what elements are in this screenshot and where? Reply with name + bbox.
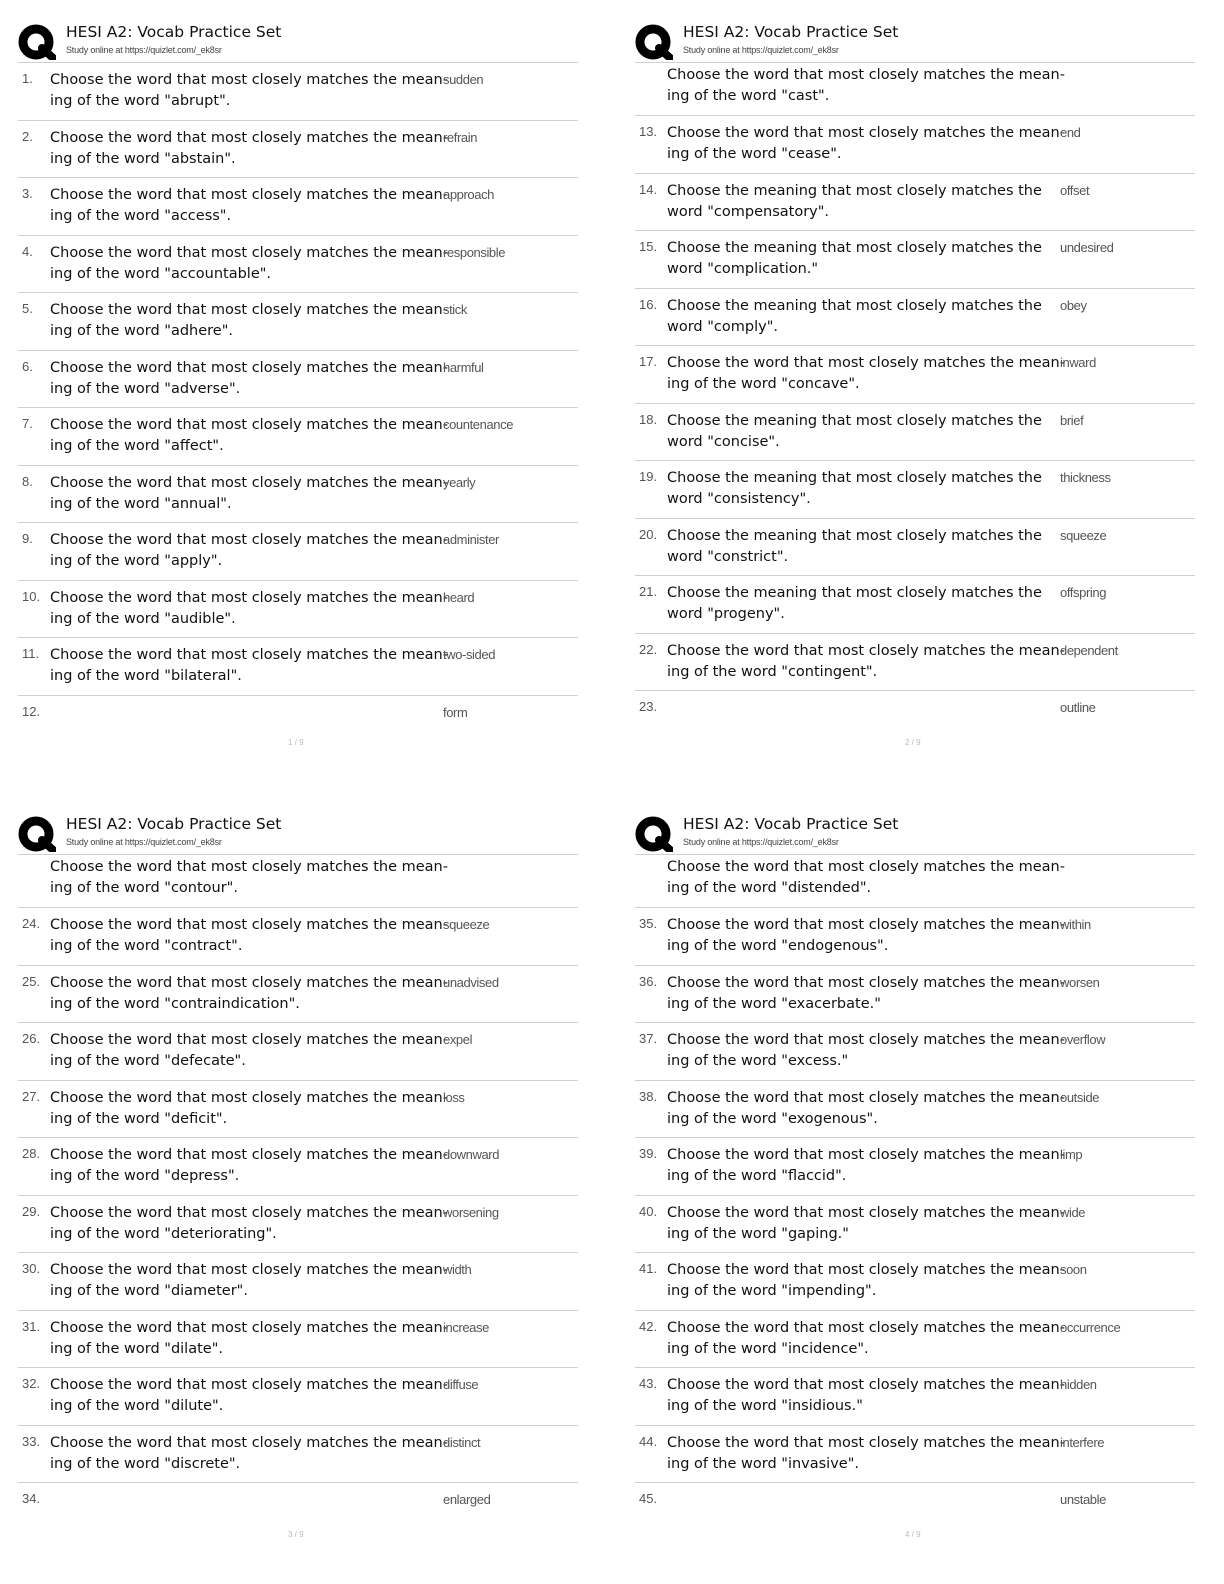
answer-text: squeeze	[1060, 527, 1107, 543]
answer-text: end	[1060, 125, 1081, 140]
flashcard-row	[635, 966, 1195, 1024]
question-number: 45.	[639, 1491, 658, 1506]
question-line: ing of the word "access".	[50, 208, 232, 224]
question-text	[667, 583, 1067, 625]
question-line: ing of the word "adhere".	[50, 323, 233, 339]
flashcard-row	[18, 178, 578, 236]
flashcard-row	[18, 63, 578, 121]
flashcard-row	[18, 351, 578, 409]
answer-text: enlarged	[443, 1492, 491, 1507]
question-line: Choose the word that most closely matches the mean-	[667, 859, 1065, 875]
flashcard-row	[635, 1253, 1195, 1311]
page-header	[18, 20, 598, 62]
question-text	[667, 1088, 1067, 1130]
question-line: Choose the word that most closely matches the mean-	[50, 187, 448, 203]
question-line: Choose the word that most closely matches the mean-	[50, 1089, 448, 1106]
answer-text: thickness	[1060, 470, 1111, 485]
answer-text: form	[443, 704, 468, 720]
flashcard-list	[18, 854, 578, 1523]
flashcard-list	[635, 854, 1195, 1523]
question-number: 42.	[639, 1318, 658, 1334]
question-line: ing of the word "cease".	[667, 146, 842, 162]
question-line: Choose the word that most closely matches the mean-	[50, 589, 448, 606]
question-line: ing of the word "diameter".	[50, 1283, 248, 1299]
question-text	[667, 296, 1067, 338]
answer-text: width	[443, 1262, 472, 1277]
question-line: ing of the word "adverse".	[50, 380, 241, 397]
question-number: 7.	[22, 416, 33, 431]
answer-text: countenance	[443, 417, 514, 432]
question-text	[50, 857, 450, 899]
page-4	[635, 812, 1215, 1572]
flashcard-continuation	[635, 63, 1195, 116]
question-line: Choose the word that most closely matches the mean-	[667, 1319, 1065, 1336]
answer-text: undesired	[1060, 240, 1114, 255]
answer-text: brief	[1060, 412, 1084, 428]
question-line: ing of the word "gaping."	[667, 1225, 849, 1242]
page-title: HESI A2: Vocab Practice Set	[66, 815, 282, 833]
question-line: word "consistency".	[667, 491, 811, 507]
question-number: 3.	[22, 186, 33, 201]
question-line: Choose the word that most closely matches the mean-	[50, 1377, 448, 1393]
question-number: 41.	[639, 1261, 658, 1276]
study-link[interactable]: Study online at https://quizlet.com/_ek8sr	[683, 45, 839, 55]
question-line: Choose the word that most closely matches the mean-	[667, 1434, 1065, 1451]
page-title: HESI A2: Vocab Practice Set	[683, 815, 899, 833]
question-line: ing of the word "annual".	[50, 495, 232, 512]
question-text	[667, 65, 1067, 107]
question-number: 43.	[639, 1376, 658, 1391]
question-line: Choose the word that most closely matches the mean-	[667, 1204, 1065, 1221]
flashcard-row	[635, 404, 1195, 462]
flashcard-row	[18, 638, 578, 696]
question-line: Choose the word that most closely matches the mean-	[50, 1032, 448, 1048]
question-number: 18.	[639, 411, 658, 427]
answer-text: squeeze	[443, 917, 490, 932]
question-line: ing of the word "depress".	[50, 1168, 240, 1184]
page-number: 3 / 9	[288, 1530, 304, 1539]
question-number: 5.	[22, 301, 33, 316]
flashcard-row	[635, 1081, 1195, 1139]
question-line: ing of the word "dilute".	[50, 1398, 224, 1414]
question-line: Choose the word that most closely matches the mean-	[667, 67, 1065, 83]
answer-text: outside	[1060, 1089, 1100, 1105]
question-line: Choose the word that most closely matches the mean-	[667, 917, 1065, 933]
page-number: 2 / 9	[905, 738, 921, 747]
question-text	[667, 526, 1067, 568]
page-2	[635, 20, 1215, 780]
flashcard-continuation	[18, 855, 578, 908]
question-text	[667, 915, 1067, 957]
question-line: Choose the word that most closely matches the mean-	[50, 532, 448, 548]
flashcard-row	[635, 1023, 1195, 1081]
question-number: 23.	[639, 699, 658, 714]
question-line: Choose the meaning that most closely matches the	[667, 182, 1042, 199]
question-number: 27.	[22, 1088, 41, 1104]
question-line: ing of the word "insidious."	[667, 1398, 863, 1414]
question-line: Choose the word that most closely matches the mean-	[50, 1262, 448, 1278]
page-1	[18, 20, 598, 780]
flashcard-row	[18, 293, 578, 351]
question-line: ing of the word "contract".	[50, 938, 243, 954]
flashcard-row	[635, 174, 1195, 232]
question-number: 35.	[639, 916, 658, 931]
question-text	[667, 641, 1067, 683]
question-line: Choose the meaning that most closely matches the	[667, 240, 1042, 256]
flashcard-list	[635, 62, 1195, 731]
flashcard-row	[18, 408, 578, 466]
question-text	[50, 1030, 450, 1072]
question-line: ing of the word "contingent".	[667, 663, 878, 680]
question-line: Choose the word that most closely matches the mean-	[667, 1262, 1065, 1278]
question-line: ing of the word "exogenous".	[667, 1110, 878, 1127]
question-number: 19.	[639, 469, 658, 484]
question-line: word "complication."	[667, 261, 819, 277]
flashcard-row	[635, 1426, 1195, 1484]
question-line: word "constrict".	[667, 548, 789, 565]
question-line: Choose the word that most closely matches the mean-	[50, 302, 448, 318]
answer-text: limp	[1060, 1147, 1083, 1162]
flashcard-row	[18, 466, 578, 524]
question-line: ing of the word "concave".	[667, 376, 860, 392]
flashcard-row	[18, 1368, 578, 1426]
question-line: Choose the word that most closely matches the mean-	[50, 917, 448, 933]
question-line: ing of the word "abrupt".	[50, 93, 231, 109]
answer-text: worsening	[443, 1204, 499, 1220]
answer-text: expel	[443, 1032, 473, 1047]
question-number: 31.	[22, 1318, 41, 1334]
question-line: ing of the word "deficit".	[50, 1110, 228, 1127]
question-text	[667, 468, 1067, 510]
answer-text: offset	[1060, 182, 1090, 198]
answer-text: obey	[1060, 297, 1087, 313]
question-line: Choose the meaning that most closely matches the	[667, 470, 1042, 486]
question-text	[667, 181, 1067, 223]
answer-text: increase	[443, 1319, 489, 1335]
page-title: HESI A2: Vocab Practice Set	[683, 23, 899, 41]
question-number: 34.	[22, 1491, 41, 1506]
flashcard-row	[635, 461, 1195, 519]
question-line: Choose the word that most closely matches the mean-	[667, 974, 1065, 991]
flashcard-row	[635, 116, 1195, 174]
page-header	[18, 812, 598, 854]
question-number: 6.	[22, 358, 33, 374]
question-line: Choose the word that most closely matches the mean-	[667, 1089, 1065, 1106]
flashcard-row	[18, 1311, 578, 1369]
question-line: Choose the word that most closely matches the mean-	[50, 417, 448, 433]
flashcard-row	[18, 523, 578, 581]
question-number: 14.	[639, 181, 658, 197]
question-line: Choose the word that most closely matches the mean-	[50, 647, 448, 663]
question-text	[50, 1318, 450, 1360]
question-line: Choose the word that most closely matches the mean-	[667, 1377, 1065, 1393]
question-text	[50, 1260, 450, 1302]
answer-text: loss	[443, 1089, 465, 1105]
answer-text: sudden	[443, 72, 484, 87]
question-line: Choose the word that most closely matches the mean-	[50, 244, 448, 261]
flashcard-row	[18, 1023, 578, 1081]
question-number: 4.	[22, 243, 33, 259]
question-line: Choose the word that most closely matches the mean-	[50, 129, 448, 146]
study-link[interactable]: Study online at https://quizlet.com/_ek8sr	[683, 837, 839, 847]
flashcard-row	[18, 1081, 578, 1139]
flashcard-row	[18, 966, 578, 1024]
question-number: 8.	[22, 473, 33, 489]
question-text	[667, 411, 1067, 453]
question-line: word "compensatory".	[667, 203, 830, 220]
answer-text: hidden	[1060, 1377, 1097, 1392]
question-line: ing of the word "discrete".	[50, 1455, 241, 1472]
answer-text: inward	[1060, 355, 1096, 370]
flashcard-row	[18, 1196, 578, 1254]
page-header	[635, 812, 1215, 854]
question-line: ing of the word "flaccid".	[667, 1168, 847, 1184]
question-line: Choose the word that most closely matches the mean-	[50, 1434, 448, 1451]
question-text	[50, 1088, 450, 1130]
question-number: 38.	[639, 1088, 658, 1104]
page-3	[18, 812, 598, 1572]
flashcard-row	[635, 908, 1195, 966]
question-line: Choose the word that most closely matches the mean-	[50, 974, 448, 991]
question-number: 40.	[639, 1203, 658, 1219]
question-number: 24.	[22, 916, 41, 931]
question-line: ing of the word "endogenous".	[667, 938, 889, 954]
question-text	[667, 353, 1067, 395]
flashcard-row	[635, 576, 1195, 634]
flashcard-continuation	[635, 855, 1195, 908]
question-line: ing of the word "abstain".	[50, 150, 236, 167]
question-number: 17.	[639, 354, 658, 369]
question-text	[50, 645, 450, 687]
study-link[interactable]: Study online at https://quizlet.com/_ek8sr	[66, 837, 222, 847]
answer-text: worsen	[1060, 974, 1100, 990]
answer-text: occurrence	[1060, 1319, 1121, 1335]
question-number: 11.	[22, 646, 40, 661]
question-text	[667, 973, 1067, 1015]
flashcard-row	[18, 1426, 578, 1484]
question-text	[50, 1375, 450, 1417]
answer-text: interfere	[1060, 1434, 1105, 1450]
question-line: Choose the meaning that most closely matches the	[667, 527, 1042, 544]
question-text	[667, 1030, 1067, 1072]
question-line: ing of the word "incidence".	[667, 1340, 869, 1357]
question-line: Choose the word that most closely matches the mean-	[667, 1032, 1065, 1048]
question-text	[50, 1145, 450, 1187]
question-line: ing of the word "apply".	[50, 553, 223, 569]
question-line: Choose the word that most closely matches the mean-	[50, 1319, 448, 1336]
page-title: HESI A2: Vocab Practice Set	[66, 23, 282, 41]
question-text	[667, 123, 1067, 165]
flashcard-row-partial	[18, 696, 578, 736]
flashcard-row	[635, 1138, 1195, 1196]
question-text	[667, 1318, 1067, 1360]
question-line: ing of the word "contour".	[50, 880, 238, 896]
question-line: Choose the word that most closely matches the mean-	[667, 1147, 1065, 1163]
answer-text: dependent	[1060, 642, 1118, 658]
question-line: Choose the word that most closely matches the mean-	[667, 125, 1065, 141]
answer-text: offspring	[1060, 585, 1107, 600]
question-number: 21.	[639, 584, 658, 599]
flashcard-row	[18, 1138, 578, 1196]
question-text	[50, 415, 450, 457]
flashcard-row	[635, 1196, 1195, 1254]
question-line: ing of the word "audible".	[50, 610, 236, 627]
question-text	[50, 915, 450, 957]
question-line: ing of the word "excess."	[667, 1053, 849, 1069]
answer-text: unstable	[1060, 1492, 1106, 1507]
question-line: Choose the word that most closely matches the mean-	[50, 72, 448, 88]
answer-text: distinct	[443, 1434, 481, 1450]
study-link[interactable]: Study online at https://quizlet.com/_ek8sr	[66, 45, 222, 55]
question-number: 32.	[22, 1376, 41, 1391]
question-line: word "comply".	[667, 318, 778, 335]
question-text	[50, 530, 450, 572]
quizlet-logo-icon	[18, 816, 56, 852]
flashcard-row-partial	[635, 1483, 1195, 1523]
question-line: ing of the word "cast".	[667, 88, 830, 104]
question-line: ing of the word "dilate".	[50, 1340, 223, 1357]
question-text	[50, 588, 450, 630]
question-number: 37.	[639, 1031, 658, 1046]
flashcard-row	[635, 1368, 1195, 1426]
question-text	[667, 1433, 1067, 1475]
answer-text: within	[1060, 917, 1091, 932]
question-text	[50, 70, 450, 112]
question-line: Choose the word that most closely matches the mean-	[50, 859, 448, 875]
question-text	[667, 857, 1067, 899]
question-text	[50, 185, 450, 227]
question-line: Choose the meaning that most closely matches the	[667, 412, 1042, 429]
question-line: ing of the word "defecate".	[50, 1053, 246, 1069]
question-number: 26.	[22, 1031, 41, 1046]
flashcard-row	[18, 581, 578, 639]
quizlet-logo-icon	[18, 24, 56, 60]
question-text	[667, 238, 1067, 280]
question-number: 33.	[22, 1433, 41, 1449]
quizlet-logo-icon	[635, 816, 673, 852]
question-number: 10.	[22, 588, 41, 604]
question-text	[50, 1433, 450, 1475]
answer-text: two-sided	[443, 647, 496, 662]
question-text	[50, 973, 450, 1015]
question-number: 20.	[639, 526, 658, 542]
answer-text: downward	[443, 1147, 500, 1162]
question-line: ing of the word "exacerbate."	[667, 995, 881, 1012]
answer-text: yearly	[443, 474, 476, 490]
question-number: 36.	[639, 973, 658, 989]
answer-text: heard	[443, 589, 475, 605]
answer-text: administer	[443, 532, 499, 547]
question-number: 39.	[639, 1146, 658, 1161]
question-line: Choose the word that most closely matches the mean-	[50, 474, 448, 491]
answer-text: responsible	[443, 244, 506, 260]
flashcard-row	[18, 236, 578, 294]
answer-text: stick	[443, 302, 468, 317]
question-text	[50, 128, 450, 170]
page-number: 4 / 9	[905, 1530, 921, 1539]
question-line: word "concise".	[667, 433, 780, 450]
question-line: Choose the meaning that most closely matches the	[667, 585, 1042, 601]
question-line: ing of the word "distended".	[667, 880, 872, 896]
question-number: 12.	[22, 703, 41, 719]
question-number: 28.	[22, 1146, 41, 1161]
answer-text: soon	[1060, 1262, 1087, 1277]
answer-text: diffuse	[443, 1377, 479, 1392]
question-number: 15.	[639, 239, 658, 254]
question-text	[667, 1145, 1067, 1187]
question-line: ing of the word "deteriorating".	[50, 1225, 277, 1242]
page-number: 1 / 9	[288, 738, 304, 747]
question-number: 16.	[639, 296, 658, 312]
question-number: 29.	[22, 1203, 41, 1219]
answer-text: harmful	[443, 359, 484, 375]
question-number: 30.	[22, 1261, 41, 1276]
flashcard-row	[635, 289, 1195, 347]
question-line: ing of the word "affect".	[50, 438, 224, 454]
question-text	[50, 473, 450, 515]
question-number: 9.	[22, 531, 33, 546]
flashcard-row	[18, 1253, 578, 1311]
question-number: 1.	[22, 71, 33, 86]
question-number: 2.	[22, 128, 33, 144]
page-header	[635, 20, 1215, 62]
answer-text: unadvised	[443, 974, 499, 990]
question-text	[50, 358, 450, 400]
quizlet-logo-icon	[635, 24, 673, 60]
question-line: Choose the word that most closely matches the mean-	[50, 1204, 448, 1221]
answer-text: approach	[443, 187, 495, 202]
question-line: word "progeny".	[667, 606, 785, 622]
question-number: 13.	[639, 124, 658, 139]
answer-text: outline	[1060, 700, 1096, 715]
question-text	[667, 1203, 1067, 1245]
question-line: Choose the word that most closely matches the mean-	[667, 642, 1065, 659]
flashcard-row-partial	[18, 1483, 578, 1523]
question-text	[50, 1203, 450, 1245]
question-text	[50, 243, 450, 285]
question-line: Choose the meaning that most closely matches the	[667, 297, 1042, 314]
flashcard-row	[18, 121, 578, 179]
question-number: 25.	[22, 973, 41, 989]
question-text	[50, 300, 450, 342]
question-number: 44.	[639, 1433, 658, 1449]
question-line: Choose the word that most closely matches the mean-	[50, 359, 448, 376]
question-text	[667, 1260, 1067, 1302]
flashcard-row	[635, 231, 1195, 289]
question-line: Choose the word that most closely matches the mean-	[667, 355, 1065, 371]
flashcard-row	[18, 908, 578, 966]
flashcard-row	[635, 346, 1195, 404]
question-line: ing of the word "impending".	[667, 1283, 877, 1299]
question-text	[667, 1375, 1067, 1417]
question-line: ing of the word "invasive".	[667, 1455, 859, 1472]
answer-text: refrain	[443, 129, 478, 145]
flashcard-row-partial	[635, 691, 1195, 731]
flashcard-list	[18, 62, 578, 736]
flashcard-row	[635, 1311, 1195, 1369]
question-line: Choose the word that most closely matches the mean-	[50, 1147, 448, 1163]
question-line: ing of the word "contraindication".	[50, 995, 300, 1012]
flashcard-row	[635, 634, 1195, 692]
question-line: ing of the word "accountable".	[50, 265, 272, 282]
flashcard-row	[635, 519, 1195, 577]
answer-text: wide	[1060, 1204, 1086, 1220]
answer-text: overflow	[1060, 1032, 1106, 1047]
question-line: ing of the word "bilateral".	[50, 668, 242, 684]
question-number: 22.	[639, 641, 658, 657]
